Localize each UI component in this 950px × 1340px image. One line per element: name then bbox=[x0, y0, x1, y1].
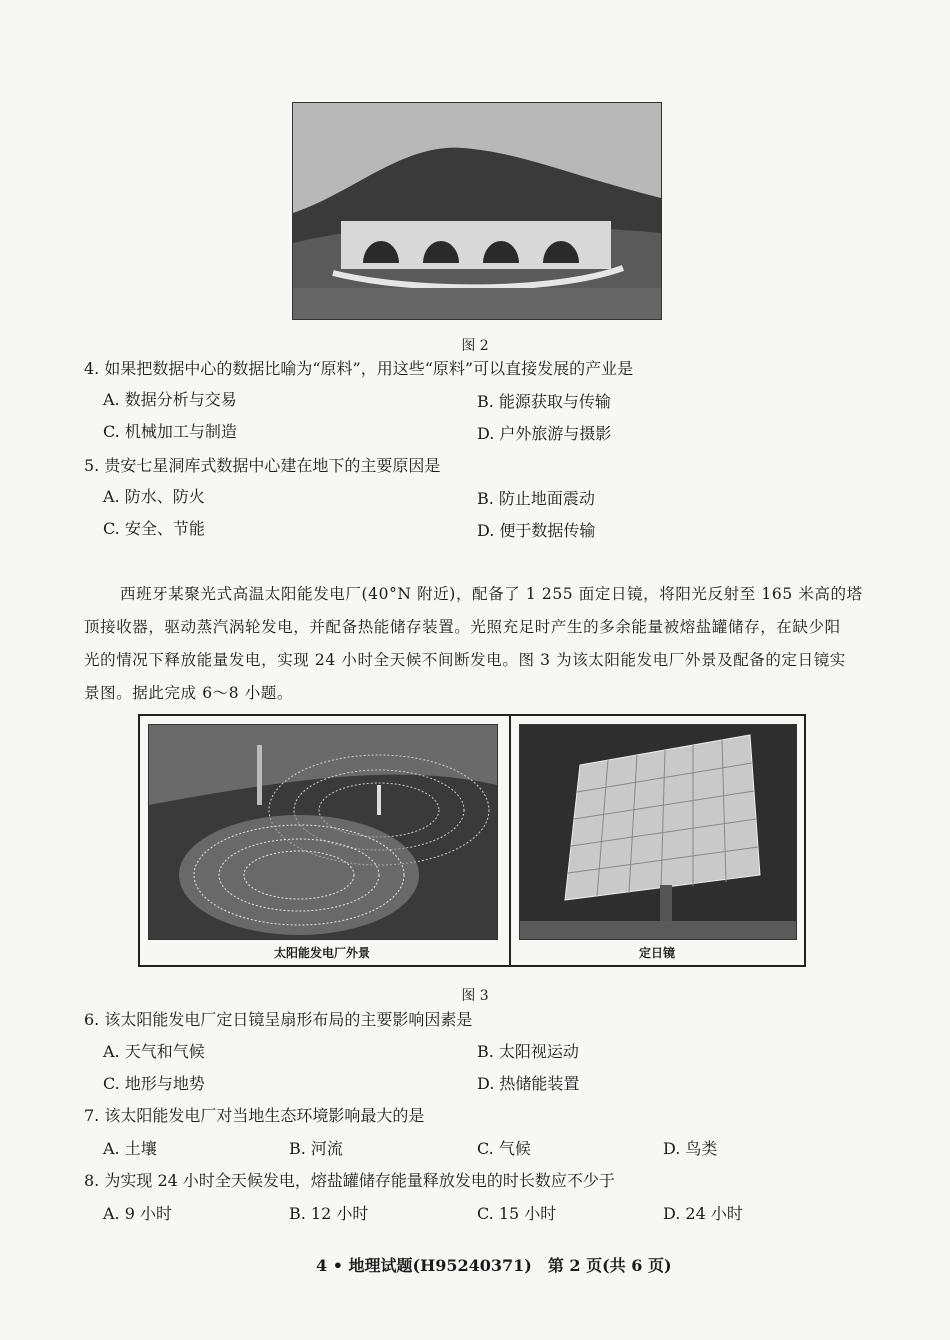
question-6-option-c[interactable]: C. 地形与地势 bbox=[103, 1074, 205, 1093]
data-center-illustration bbox=[293, 103, 661, 319]
passage-line-1: 西班牙某聚光式高温太阳能发电厂(40°N 附近)，配备了 1 255 面定日镜，将阳光反射至 165 米高的塔 bbox=[120, 585, 863, 603]
figure2-caption: 图 2 bbox=[461, 338, 489, 354]
figure3-right-photo bbox=[519, 724, 797, 940]
question-7-option-b[interactable]: B. 河流 bbox=[289, 1139, 343, 1158]
passage bbox=[84, 578, 874, 710]
question-8-option-a[interactable]: A. 9 小时 bbox=[103, 1204, 172, 1223]
page-footer: 4 • 地理试题(H95240371) 第 2 页(共 6 页) bbox=[316, 1256, 672, 1275]
figure3-right-label: 定日镜 bbox=[638, 946, 675, 960]
heliostat-illustration bbox=[520, 725, 796, 939]
figure3-left-label: 太阳能发电厂外景 bbox=[273, 946, 370, 960]
question-8-option-c[interactable]: C. 15 小时 bbox=[477, 1204, 557, 1223]
question-4-option-d[interactable]: D. 户外旅游与摄影 bbox=[477, 424, 612, 443]
passage-line-4: 景图。据此完成 6～8 小题。 bbox=[84, 684, 294, 702]
question-6-option-b[interactable]: B. 太阳视运动 bbox=[477, 1042, 579, 1061]
question-5-option-d[interactable]: D. 便于数据传输 bbox=[477, 521, 596, 540]
figure3-left-photo bbox=[148, 724, 498, 940]
figure3-divider bbox=[509, 716, 511, 965]
question-4-option-b[interactable]: B. 能源获取与传输 bbox=[477, 392, 611, 411]
passage-line-3: 光的情况下释放能量发电，实现 24 小时全天候不间断发电。图 3 为该太阳能发电厂外景及配备的定日镜实 bbox=[84, 651, 846, 669]
question-4-option-c[interactable]: C. 机械加工与制造 bbox=[103, 422, 237, 441]
question-5-stem: 5. 贵安七星洞库式数据中心建在地下的主要原因是 bbox=[84, 456, 441, 475]
figure3-frame bbox=[138, 714, 806, 967]
question-5-option-a[interactable]: A. 防水、防火 bbox=[103, 487, 205, 506]
question-4-option-a[interactable]: A. 数据分析与交易 bbox=[103, 390, 237, 409]
passage-line-2: 顶接收器，驱动蒸汽涡轮发电，并配备热能储存装置。光照充足时产生的多余能量被熔盐罐储存，在缺少阳 bbox=[84, 618, 841, 636]
question-6-option-a[interactable]: A. 天气和气候 bbox=[103, 1042, 205, 1061]
question-8-option-d[interactable]: D. 24 小时 bbox=[663, 1204, 743, 1223]
figure3-caption: 图 3 bbox=[461, 988, 489, 1004]
question-5-option-c[interactable]: C. 安全、节能 bbox=[103, 519, 205, 538]
question-8-stem: 8. 为实现 24 小时全天候发电，熔盐罐储存能量释放发电的时长数应不少于 bbox=[84, 1171, 615, 1190]
solar-plant-illustration bbox=[149, 725, 497, 939]
question-7-option-c[interactable]: C. 气候 bbox=[477, 1139, 531, 1158]
question-4-stem: 4. 如果把数据中心的数据比喻为“原料”，用这些“原料”可以直接发展的产业是 bbox=[84, 359, 634, 378]
question-5-option-b[interactable]: B. 防止地面震动 bbox=[477, 489, 595, 508]
question-7-option-d[interactable]: D. 鸟类 bbox=[663, 1139, 718, 1158]
question-6-stem: 6. 该太阳能发电厂定日镜呈扇形布局的主要影响因素是 bbox=[84, 1010, 473, 1029]
question-7-stem: 7. 该太阳能发电厂对当地生态环境影响最大的是 bbox=[84, 1106, 425, 1125]
question-8-option-b[interactable]: B. 12 小时 bbox=[289, 1204, 369, 1223]
figure2-photo bbox=[292, 102, 662, 320]
question-7-option-a[interactable]: A. 土壤 bbox=[103, 1139, 157, 1158]
question-6-option-d[interactable]: D. 热储能装置 bbox=[477, 1074, 580, 1093]
